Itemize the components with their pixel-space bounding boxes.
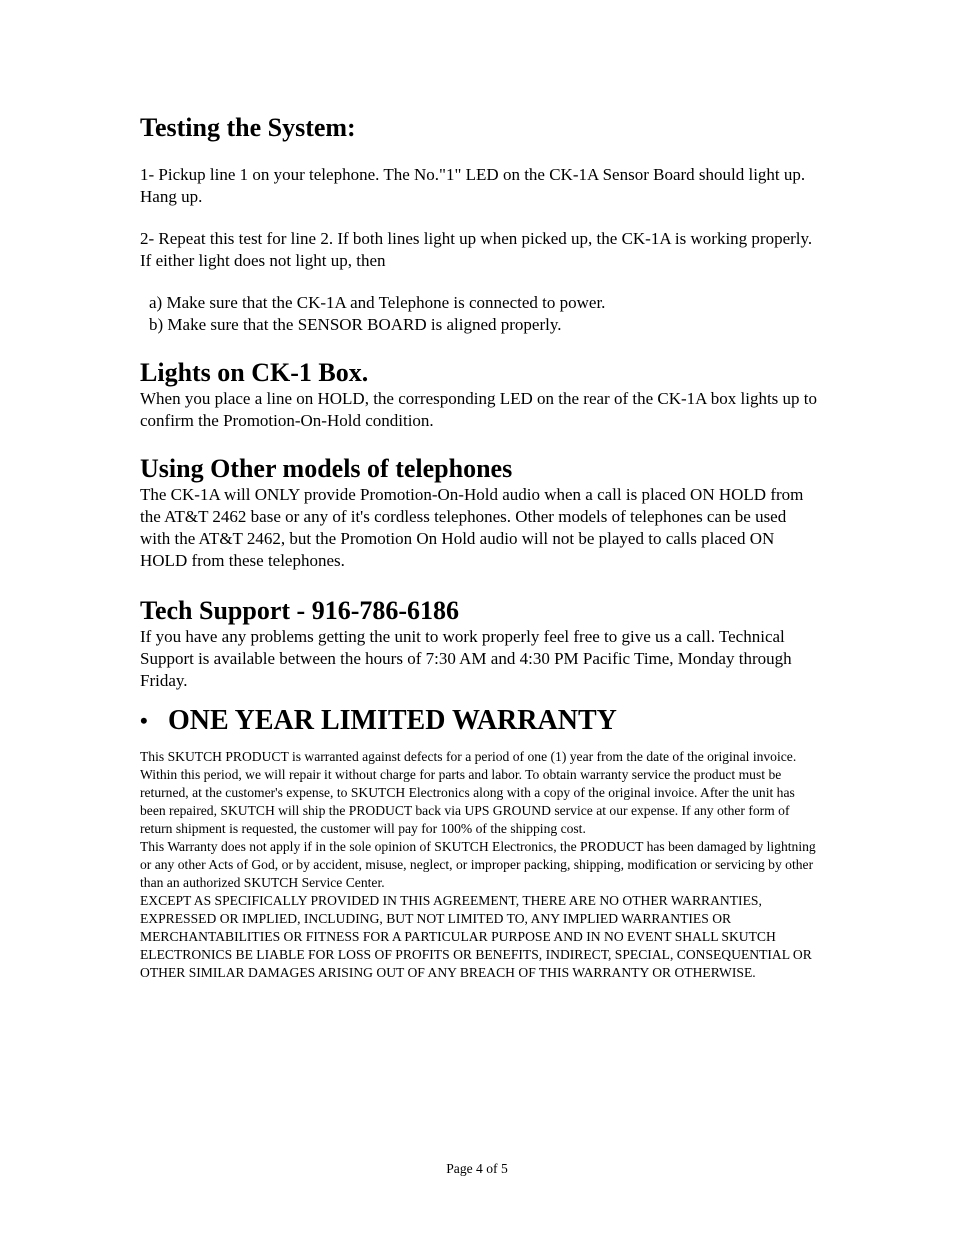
tech-support-body: If you have any problems getting the unit to work properly feel free to give us a call. Technical Support is available between the hours of 7:30 AM and 4:30 PM Pacific Time, Monday through Friday.: [140, 627, 792, 690]
testing-step-1: 1- Pickup line 1 on your telephone. The No."1" LED on the CK-1A Sensor Board should light up. Hang up.: [140, 165, 806, 206]
lights-body: When you place a line on HOLD, the corresponding LED on the rear of the CK-1A box lights up to confirm the Promotion-On-Hold condition.: [140, 389, 818, 430]
lights-heading: Lights on CK-1 Box.: [140, 358, 369, 387]
warranty-paragraph-1: This SKUTCH PRODUCT is warranted against defects for a period of one (1) year from the date of the original invoice. Within this period, we will repair it without charge for parts and labor. To obtain warranty service the product must be returned, at the customer's expense, to SKUTCH Electronics along with a copy of the original invoice. After the unit has been repaired, SKUTCH will ship the PRODUCT back via UPS GROUND service at our expense. If any other form of return shipment is requested, the customer will pay for 100% of the shipping cost.: [140, 749, 797, 836]
testing-heading: Testing the System:: [140, 113, 356, 142]
testing-check-b: b) Make sure that the SENSOR BOARD is aligned properly.: [149, 315, 562, 334]
warranty-paragraph-3: EXCEPT AS SPECIFICALLY PROVIDED IN THIS AGREEMENT, THERE ARE NO OTHER WARRANTIES, EXPRESSED OR IMPLIED, INCLUDING, BUT NOT LIMITED TO, ANY IMPLIED WARRANTIES OR MERCHANTABILITIES OR FITNESS FOR A PARTICULAR PURPOSE AND IN NO EVENT SHALL SKUTCH ELECTRONICS BE LIABLE FOR LOSS OF PROFITS OR BENEFITS, INDIRECT, SPECIAL, CONSEQUENTIAL OR OTHER SIMILAR DAMAGES ARISING OUT OF ANY BREACH OF THIS WARRANTY OR OTHERWISE.: [140, 893, 812, 980]
other-models-heading: Using Other models of telephones: [140, 454, 513, 483]
warranty-paragraph-2: This Warranty does not apply if in the sole opinion of SKUTCH Electronics, the PRODUCT has been damaged by lightning or any other Acts of God, or by accident, misuse, neglect, or improper packing, shipping, modification or servicing by other than an authorized SKUTCH Service Center.: [140, 839, 816, 890]
page-number: Page 4 of 5: [446, 1161, 508, 1176]
testing-step-2: 2- Repeat this test for line 2. If both lines light up when picked up, the CK-1A is working properly. If either light does not light up, then: [140, 229, 813, 270]
tech-support-heading: Tech Support - 916-786-6186: [140, 596, 460, 625]
warranty-heading: [140, 704, 820, 738]
document-page: [140, 112, 820, 982]
testing-check-a: a) Make sure that the CK-1A and Telephone is connected to power.: [149, 293, 606, 312]
warranty-heading-text: ONE YEAR LIMITED WARRANTY: [168, 705, 617, 736]
bullet-icon: •: [140, 708, 148, 733]
other-models-body: The CK-1A will ONLY provide Promotion-On-Hold audio when a call is placed ON HOLD from the AT&T 2462 base or any of it's cordless telephones. Other models of telephones can be used with the AT&T 2462, but the Promotion On Hold audio will not be played to calls placed ON HOLD from these telephones.: [140, 485, 804, 570]
